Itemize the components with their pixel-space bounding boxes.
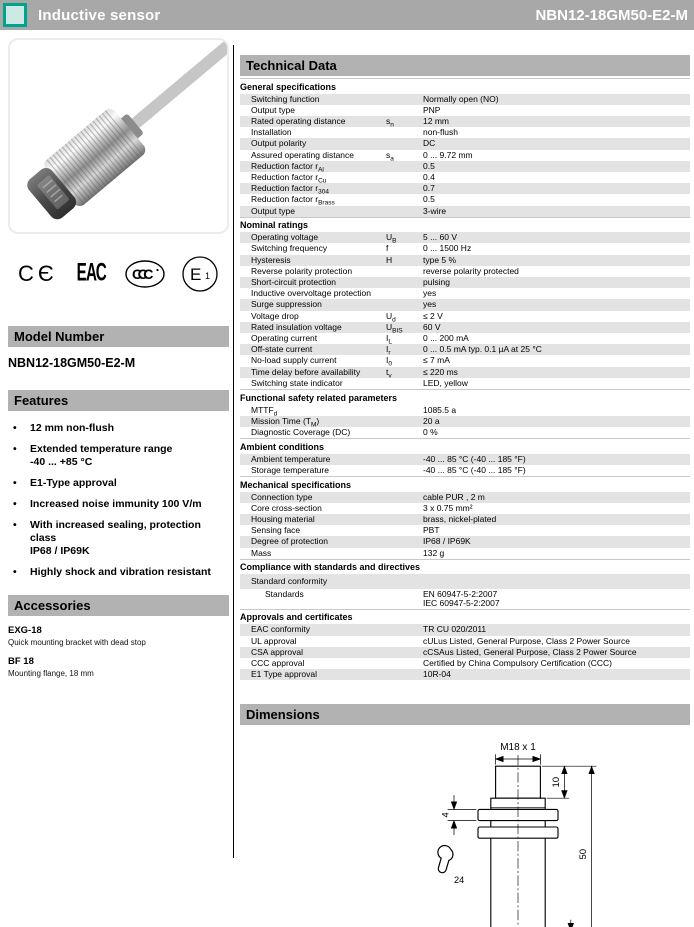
spec-row bbox=[240, 624, 690, 635]
spec-value: cULus Listed, General Purpose, Class 2 Power Source bbox=[423, 635, 630, 646]
spec-symbol: $I_r$ bbox=[386, 344, 391, 357]
spec-label: Mass bbox=[251, 547, 272, 558]
feature-line: -40 ... +85 °C bbox=[30, 456, 93, 468]
spec-row bbox=[240, 243, 690, 254]
spec-label: Time delay before availability bbox=[251, 366, 361, 377]
spec-label: Output polarity bbox=[251, 138, 307, 149]
spec-label: $MTTF_d$ bbox=[251, 404, 278, 418]
spec-value: Normally open (NO) bbox=[423, 93, 499, 104]
spec-row bbox=[240, 116, 690, 127]
feature-item bbox=[8, 566, 229, 579]
spec-row bbox=[240, 161, 690, 172]
spec-label: Standard conformity bbox=[251, 575, 328, 586]
product-type-title: Inductive sensor bbox=[38, 6, 161, 24]
spec-row bbox=[240, 658, 690, 669]
spec-label: Reverse polarity protection bbox=[251, 265, 353, 276]
certification-marks bbox=[18, 252, 219, 296]
spec-symbol: f bbox=[386, 243, 389, 254]
spec-symbol: $s_a$ bbox=[386, 149, 394, 163]
spec-label: E1 Type approval bbox=[251, 669, 317, 680]
bullet-icon: • bbox=[13, 566, 17, 578]
spec-row bbox=[240, 206, 690, 217]
header-model-number: NBN12-18GM50-E2-M bbox=[535, 6, 688, 24]
spec-label: Switching frequency bbox=[251, 243, 328, 254]
spec-symbol bbox=[386, 207, 423, 216]
spec-symbol bbox=[386, 670, 423, 679]
product-photo bbox=[10, 40, 227, 232]
spec-row bbox=[240, 514, 690, 525]
right-column bbox=[240, 55, 690, 927]
spec-value: 132 g bbox=[423, 547, 445, 558]
bullet-icon: • bbox=[13, 477, 17, 489]
spec-value: 0 ... 200 mA bbox=[423, 333, 469, 344]
features-list bbox=[8, 422, 229, 579]
spec-label: CSA approval bbox=[251, 646, 303, 657]
spec-symbol bbox=[386, 455, 423, 464]
feature-item bbox=[8, 477, 229, 490]
spec-row bbox=[240, 427, 690, 438]
e1-mark-icon bbox=[181, 255, 219, 293]
spec-value: reverse polarity protected bbox=[423, 265, 519, 276]
spec-symbol: $U_B$ bbox=[386, 232, 397, 245]
feature-line: IP68 / IP69K bbox=[30, 545, 90, 557]
spec-row bbox=[240, 355, 690, 369]
accessory-description: Quick mounting bracket with dead stop bbox=[8, 638, 146, 647]
spec-row bbox=[240, 277, 690, 288]
spec-row bbox=[240, 194, 690, 208]
spec-row bbox=[240, 105, 690, 116]
spec-value: 0.4 bbox=[423, 171, 435, 182]
feature-line: 12 mm non-flush bbox=[30, 422, 115, 434]
spec-value: 0.7 bbox=[423, 183, 435, 194]
accessories-section-header: Accessories bbox=[8, 595, 229, 616]
spec-label: Rated operating distance bbox=[251, 115, 346, 126]
spec-symbol bbox=[386, 537, 423, 546]
spec-value: brass, nickel-plated bbox=[423, 514, 497, 524]
spec-value: IP68 / IP69K bbox=[423, 536, 471, 547]
spec-row bbox=[240, 232, 690, 243]
feature-text bbox=[30, 498, 229, 511]
spec-value: ≤ 7 mA bbox=[423, 355, 450, 366]
bullet-icon: • bbox=[13, 422, 17, 434]
spec-symbol bbox=[386, 128, 423, 137]
spec-value: TR CU 020/2011 bbox=[423, 624, 487, 635]
spec-label: Diagnostic Coverage (DC) bbox=[251, 426, 351, 437]
spec-row bbox=[240, 636, 690, 647]
spec-value: 0.5 bbox=[423, 194, 435, 205]
spec-value: 3-wire bbox=[423, 205, 447, 216]
feature-line: E1-Type approval bbox=[30, 477, 117, 489]
spec-label: Storage temperature bbox=[251, 464, 329, 475]
spec-symbol bbox=[386, 173, 423, 182]
spec-value: 0.5 bbox=[423, 160, 435, 171]
spec-row bbox=[240, 454, 690, 465]
spec-label: EAC conformity bbox=[251, 624, 311, 635]
page-header bbox=[0, 0, 694, 30]
spec-label: Output type bbox=[251, 205, 295, 216]
spec-symbol bbox=[386, 549, 423, 558]
spec-symbol bbox=[386, 300, 423, 309]
brand-logo-icon bbox=[3, 3, 27, 27]
spec-symbol bbox=[386, 526, 423, 535]
spec-row bbox=[240, 311, 690, 322]
spec-symbol bbox=[386, 648, 423, 657]
dimensions-section-header: Dimensions bbox=[240, 704, 690, 725]
spec-value bbox=[423, 590, 690, 608]
spec-value: 5 ... 60 V bbox=[423, 232, 458, 243]
spec-symbol: $s_n$ bbox=[386, 115, 394, 129]
spec-symbol bbox=[386, 625, 423, 634]
spec-label: Assured operating distance bbox=[251, 149, 355, 160]
spec-label: Housing material bbox=[251, 514, 315, 524]
spec-symbol bbox=[386, 417, 423, 426]
accessory-description: Mounting flange, 18 mm bbox=[8, 669, 94, 678]
spec-value: -40 ... 85 °C (-40 ... 185 °F) bbox=[423, 453, 526, 464]
spec-symbol bbox=[386, 278, 423, 287]
feature-item bbox=[8, 422, 229, 435]
spec-symbol bbox=[386, 267, 423, 276]
spec-symbol bbox=[386, 577, 423, 586]
spec-label: UL approval bbox=[251, 635, 297, 646]
spec-row bbox=[240, 288, 690, 299]
spec-value: 0 ... 0.5 mA typ. 0.1 µA at 25 °C bbox=[423, 344, 542, 355]
feature-text bbox=[30, 566, 229, 579]
spec-row bbox=[240, 378, 690, 389]
feature-line: Extended temperature range bbox=[30, 443, 173, 455]
spec-symbol bbox=[386, 139, 423, 148]
spec-symbol: $t_v$ bbox=[386, 366, 392, 380]
spec-label: Inductive overvoltage protection bbox=[251, 288, 372, 299]
spec-label: Hysteresis bbox=[251, 254, 291, 265]
sensor-cable bbox=[127, 40, 227, 132]
eac-mark-icon: ЕАС bbox=[76, 259, 106, 287]
spec-section-header: Mechanical specifications bbox=[240, 476, 690, 492]
spec-value: LED, yellow bbox=[423, 377, 468, 388]
spec-symbol bbox=[386, 504, 423, 513]
svg-text:1: 1 bbox=[204, 271, 210, 281]
spec-row bbox=[240, 574, 690, 588]
spec-symbol bbox=[386, 428, 423, 437]
ccc-mark-icon bbox=[124, 259, 166, 289]
spec-symbol bbox=[386, 406, 423, 415]
technical-data-section-header: Technical Data bbox=[240, 55, 690, 76]
dim-4-label: 4 bbox=[440, 812, 452, 819]
spec-symbol bbox=[386, 637, 423, 646]
spec-label: Sensing face bbox=[251, 525, 301, 536]
bullet-icon: • bbox=[13, 443, 17, 455]
spec-value: yes bbox=[423, 299, 437, 310]
spec-section-header: Compliance with standards and directives bbox=[240, 559, 690, 575]
spec-symbol bbox=[386, 659, 423, 668]
spec-value: 1085.5 a bbox=[423, 404, 457, 415]
spec-section-header: Approvals and certificates bbox=[240, 609, 690, 625]
model-number-section-header: Model Number bbox=[8, 326, 229, 347]
feature-line: Increased noise immunity 100 V/m bbox=[30, 498, 202, 510]
feature-line: Highly shock and vibration resistant bbox=[30, 566, 211, 578]
spec-label: Off-state current bbox=[251, 344, 313, 355]
spec-value: cable PUR , 2 m bbox=[423, 491, 485, 502]
spec-value: 60 V bbox=[423, 321, 441, 332]
spec-row bbox=[240, 647, 690, 658]
spec-value: 0 ... 1500 Hz bbox=[423, 243, 472, 254]
spec-label: Operating current bbox=[251, 333, 318, 344]
spec-label: Standards bbox=[265, 588, 304, 599]
spec-symbol bbox=[386, 162, 423, 171]
model-number-value: NBN12-18GM50-E2-M bbox=[8, 356, 136, 370]
svg-text:CCC: CCC bbox=[132, 266, 149, 282]
spec-symbol bbox=[386, 379, 423, 388]
spec-row bbox=[240, 333, 690, 344]
feature-text bbox=[30, 477, 229, 490]
dim-50-label: 50 bbox=[578, 849, 589, 860]
product-photo-frame bbox=[8, 38, 229, 234]
spec-value: pulsing bbox=[423, 277, 450, 288]
spec-value: -40 ... 85 °C (-40 ... 185 °F) bbox=[423, 464, 526, 475]
spec-row bbox=[240, 150, 690, 161]
feature-item bbox=[8, 519, 229, 558]
spec-symbol bbox=[386, 493, 423, 502]
feature-text bbox=[30, 443, 229, 469]
spec-section-header: Ambient conditions bbox=[240, 438, 690, 454]
spec-label: Reduction factor $r_{Brass}$ bbox=[251, 194, 335, 208]
accessory-name: BF 18 bbox=[8, 656, 34, 667]
spec-row bbox=[240, 172, 690, 183]
spec-row bbox=[240, 525, 690, 536]
spec-label: Rated insulation voltage bbox=[251, 321, 342, 332]
spec-value: DC bbox=[423, 138, 436, 149]
spec-symbol bbox=[386, 590, 423, 608]
bullet-icon: • bbox=[13, 498, 17, 510]
spec-label: Mission Time $(T_M)$ bbox=[251, 415, 320, 429]
spec-row bbox=[240, 138, 690, 149]
spec-symbol bbox=[386, 289, 423, 298]
spec-row bbox=[240, 503, 690, 514]
spec-label: Reduction factor $r_{Al}$ bbox=[251, 160, 324, 174]
accessory-name: EXG-18 bbox=[8, 625, 42, 636]
spec-label: CCC approval bbox=[251, 658, 305, 669]
spec-label: Reduction factor $r_{304}$ bbox=[251, 183, 329, 196]
spec-label: Ambient temperature bbox=[251, 453, 331, 464]
spec-symbol bbox=[386, 95, 423, 104]
spec-symbol: $I_L$ bbox=[386, 333, 392, 346]
spec-row bbox=[240, 669, 690, 680]
column-divider bbox=[233, 45, 234, 858]
technical-table bbox=[240, 78, 690, 680]
spec-symbol bbox=[386, 184, 423, 193]
spec-symbol: H bbox=[386, 254, 393, 265]
wrench-size-label: 24 bbox=[454, 875, 465, 886]
dimension-drawing bbox=[398, 739, 638, 927]
accessories-list bbox=[8, 625, 229, 678]
spec-section-header: Nominal ratings bbox=[240, 217, 690, 233]
svg-text:E: E bbox=[189, 265, 202, 284]
spec-row bbox=[240, 322, 690, 333]
spec-row bbox=[240, 492, 690, 503]
spec-value: ≤ 2 V bbox=[423, 310, 443, 321]
feature-line: With increased sealing, protection class bbox=[30, 519, 201, 544]
spec-value: 10R-04 bbox=[423, 669, 451, 680]
feature-item bbox=[8, 498, 229, 511]
spec-row bbox=[240, 405, 690, 416]
spec-label: Voltage drop bbox=[251, 310, 299, 321]
spec-label: Operating voltage bbox=[251, 232, 319, 243]
spec-row bbox=[240, 465, 690, 476]
spec-row bbox=[240, 183, 690, 194]
spec-value-line: IEC 60947-5-2:2007 bbox=[423, 597, 500, 608]
spec-symbol: $U_d$ bbox=[386, 310, 396, 324]
spec-value: Certified by China Compulsory Certification (CCC) bbox=[423, 658, 612, 669]
spec-label: No-load supply current bbox=[251, 355, 337, 366]
spec-row bbox=[240, 255, 690, 266]
spec-row bbox=[240, 127, 690, 138]
spec-row bbox=[240, 266, 690, 277]
dim-thread-label: M18 x 1 bbox=[500, 742, 536, 754]
spec-row bbox=[240, 344, 690, 355]
bullet-icon: • bbox=[13, 519, 17, 531]
spec-value: yes bbox=[423, 288, 437, 299]
spec-value-line: EN 60947-5-2:2007 bbox=[423, 588, 498, 599]
spec-label: Surge suppression bbox=[251, 299, 322, 310]
wrench-icon bbox=[438, 846, 453, 873]
spec-section-header: General specifications bbox=[240, 78, 690, 94]
spec-value: PNP bbox=[423, 104, 441, 115]
spec-row bbox=[240, 536, 690, 547]
spec-label: Reduction factor $r_{Cu}$ bbox=[251, 171, 327, 185]
spec-section-header: Functional safety related parameters bbox=[240, 389, 690, 405]
spec-value: type 5 % bbox=[423, 254, 457, 265]
spec-value: 3 x 0.75 mm² bbox=[423, 502, 473, 513]
spec-label: Core cross-section bbox=[251, 502, 322, 513]
spec-value: 20 a bbox=[423, 415, 440, 426]
feature-text bbox=[30, 422, 229, 435]
left-column bbox=[8, 36, 229, 678]
spec-label: Output type bbox=[251, 104, 295, 115]
spec-value: 0 ... 9.72 mm bbox=[423, 149, 473, 160]
spec-row bbox=[240, 299, 690, 310]
spec-value: PBT bbox=[423, 525, 440, 536]
spec-row bbox=[240, 94, 690, 105]
spec-value: ≤ 220 ms bbox=[423, 366, 458, 377]
features-section-header: Features bbox=[8, 390, 229, 411]
spec-row bbox=[240, 367, 690, 378]
spec-symbol: $U_{BIS}$ bbox=[386, 321, 403, 335]
spec-label: Connection type bbox=[251, 491, 313, 502]
feature-item bbox=[8, 443, 229, 469]
spec-label: Switching state indicator bbox=[251, 377, 343, 388]
spec-value bbox=[423, 577, 690, 586]
spec-label: Degree of protection bbox=[251, 536, 329, 547]
spec-symbol bbox=[386, 106, 423, 115]
dim-10-label: 10 bbox=[550, 777, 562, 788]
spec-symbol bbox=[386, 466, 423, 475]
spec-row bbox=[240, 416, 690, 427]
spec-label: Short-circuit protection bbox=[251, 277, 337, 288]
spec-row bbox=[240, 548, 690, 559]
spec-symbol bbox=[386, 515, 423, 524]
spec-label: Installation bbox=[251, 127, 292, 138]
spec-value: 12 mm bbox=[423, 115, 449, 126]
spec-value: cCSAus Listed, General Purpose, Class 2 Power Source bbox=[423, 646, 637, 657]
spec-symbol: $I_0$ bbox=[386, 355, 392, 369]
spec-label: Switching function bbox=[251, 93, 320, 104]
ce-mark-icon: CЄ bbox=[18, 261, 58, 286]
spec-value: 0 % bbox=[423, 426, 438, 437]
spec-value: non-flush bbox=[423, 127, 458, 138]
spec-row bbox=[240, 589, 690, 609]
feature-text bbox=[30, 519, 229, 558]
spec-symbol bbox=[386, 195, 423, 204]
